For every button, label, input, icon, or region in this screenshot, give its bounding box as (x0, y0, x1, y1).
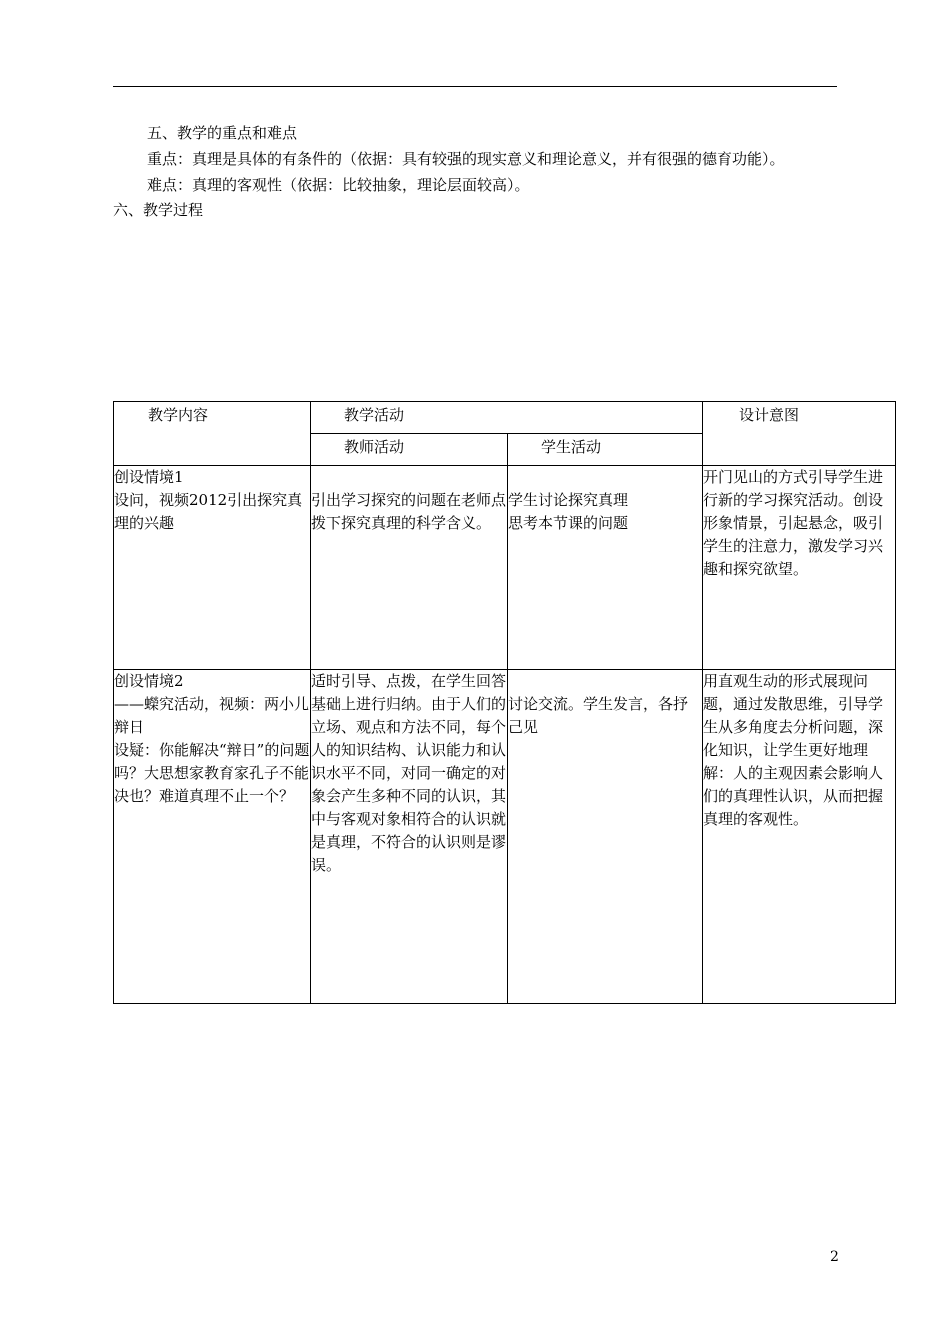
page-number: 2 (830, 1249, 839, 1265)
row1-student-cell (508, 466, 703, 670)
row1-content-cell (114, 466, 311, 670)
row1-design-text: 开门见山的方式引导学生进行新的学习探究活动。创设形象情景，引起悬念，吸引学生的注意力，激发学习兴趣和探究欲望。 (703, 468, 884, 578)
row1-teacher-cell (311, 466, 508, 670)
row2-teacher-text: 适时引导、点拨，在学生回答基础上进行归纳。由于人们的立场、观点和方法不同，每个人的知识结构、认识能力和认识水平不同，对同一确定的对象会产生多种不同的认识，其中与客观对象相符合的认识就是真理，不符合的认识则是谬误。 (311, 672, 507, 874)
header-rule (113, 86, 837, 87)
row2-content-cell (114, 670, 311, 1004)
header-teacher-cell (311, 434, 508, 466)
row1-design-cell (703, 466, 896, 670)
header-student-cell (508, 434, 703, 466)
header-teacher-label: 教师活动 (344, 438, 405, 456)
key-point-text: 重点：真理是具体的有条件的（依据：具有较强的现实意义和理论意义，并有很强的德育功能）。 (147, 150, 785, 168)
header-content-cell (114, 402, 311, 466)
row1-content-text: 创设情境1 设问，视频2012引出探究真理的兴趣 (114, 468, 303, 532)
header-content-label: 教学内容 (148, 406, 209, 424)
difficult-point-text: 难点：真理的客观性（依据：比较抽象，理论层面较高）。 (147, 176, 530, 194)
header-student-label: 学生活动 (541, 438, 602, 456)
row2-teacher-cell (311, 670, 508, 1004)
header-design-cell (703, 402, 896, 466)
row1-student-text: 学生讨论探究真理 思考本节课的问题 (508, 491, 629, 532)
row2-design-cell (703, 670, 896, 1004)
header-activity-cell (311, 402, 703, 434)
section-5-title: 五、教学的重点和难点 (147, 124, 298, 142)
row1-teacher-text: 引出学习探究的问题在老师点拨下探究真理的科学含义。 (311, 491, 507, 532)
table-row (114, 466, 896, 670)
header-design-label: 设计意图 (739, 406, 800, 424)
row2-design-text: 用直观生动的形式展现问题，通过发散思维，引导学生从多角度去分析问题，深化知识，让学生更好地理解：人的主观因素会影响人们的真理性认识，从而把握真理的客观性。 (703, 672, 884, 828)
header-activity-label: 教学活动 (344, 406, 405, 424)
table-row (114, 670, 896, 1004)
section-6-title: 六、教学过程 (113, 201, 204, 219)
row2-student-cell (508, 670, 703, 1004)
lesson-process-table (113, 401, 896, 1004)
row2-student-text: 讨论交流。学生发言，各抒己见 (508, 695, 689, 736)
row2-content-text: 创设情境2 ——蠑究活动，视频：两小儿辩日 设疑：你能解决“辩日”的问题吗？大思想家教育家孔子不能决也？难道真理不止一个？ (114, 672, 310, 805)
